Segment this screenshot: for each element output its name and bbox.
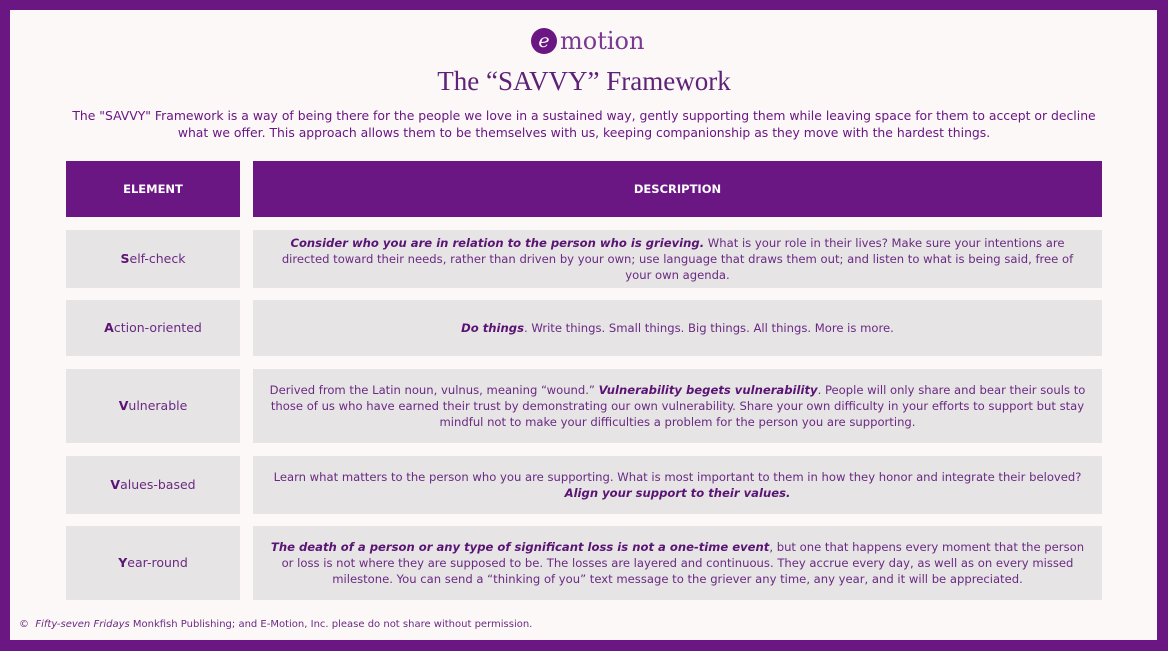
element-label: ulnerable — [128, 398, 188, 413]
element-label: elf-check — [129, 251, 186, 266]
copyright-footer — [19, 619, 532, 630]
emphasis-text: Vulnerability begets vulnerability — [598, 383, 818, 397]
element-cell — [66, 230, 240, 288]
element-initial: V — [118, 398, 129, 413]
description-text: Derived from the Latin noun, vulnus, meaning “wound.” — [269, 383, 599, 397]
description-text: , but one that happens every moment that the person or loss is not where they are supposed to be. The losses are layered and continuous. They accrue every day, as well as on every missed milestone. You can send a “thinking of you” text message to the griever any time, any year, and it will be appreciated. — [281, 540, 1085, 586]
header-element: ELEMENT — [66, 161, 240, 217]
logo-text: motion — [560, 27, 645, 55]
element-initial: Y — [118, 555, 128, 570]
element-cell — [66, 456, 240, 514]
emotion-logo — [531, 28, 644, 54]
description-text: . Write things. Small things. Big things. All things. More is more. — [524, 321, 894, 335]
emphasis-text: The death of a person or any type of significant loss is not a one-time event — [270, 540, 770, 554]
page-title: The “SAVVY” Framework — [437, 66, 731, 96]
emphasis-text: Consider who you are in relation to the person who is grieving. — [290, 236, 705, 250]
header-description: DESCRIPTION — [253, 161, 1102, 217]
emphasis-text: Do things — [461, 321, 524, 335]
element-label: ction-oriented — [113, 320, 202, 335]
logo-mark: e — [531, 28, 557, 54]
intro-text: The "SAVVY" Framework is a way of being there for the people we love in a sustained way, gently supporting them while leaving space for them to accept or decline what we offer. This approach allows them to be themselves with us, keeping companionship as they move with the hardest things. — [72, 108, 1096, 140]
element-cell — [66, 526, 240, 600]
description-text: . People will only share and bear their souls to those of us who have earned their trust by demonstrating our own vulnerability. Share your own difficulty in your efforts to support but stay mindful not to make your difficulties a problem for the person you are supporting. — [270, 383, 1086, 429]
footer-text: Monkfish Publishing; and E-Motion, Inc. please do not share without permission. — [129, 619, 533, 630]
emphasis-text: Align your support to their values. — [564, 486, 791, 500]
description-cell — [253, 369, 1102, 443]
element-initial: A — [104, 320, 114, 335]
element-cell — [66, 369, 240, 443]
element-initial: S — [120, 251, 130, 266]
element-label: ear-round — [127, 555, 188, 570]
description-text: Learn what matters to the person who you are supporting. What is most important to them in how they honor and integrate their beloved? — [273, 470, 1082, 484]
element-label: alues-based — [120, 477, 196, 492]
description-cell — [253, 300, 1102, 356]
element-initial: V — [110, 477, 121, 492]
book-title: Fifty-seven Fridays — [35, 619, 130, 630]
description-cell — [253, 456, 1102, 514]
copyright-icon: © — [19, 619, 29, 630]
description-text: What is your role in their lives? Make sure your intentions are directed toward their needs, rather than driven by your own; use language that draws them out; and listen to what is being said, free of your own agenda. — [281, 236, 1074, 282]
description-cell — [253, 526, 1102, 600]
element-cell — [66, 300, 240, 356]
description-cell — [253, 230, 1102, 288]
